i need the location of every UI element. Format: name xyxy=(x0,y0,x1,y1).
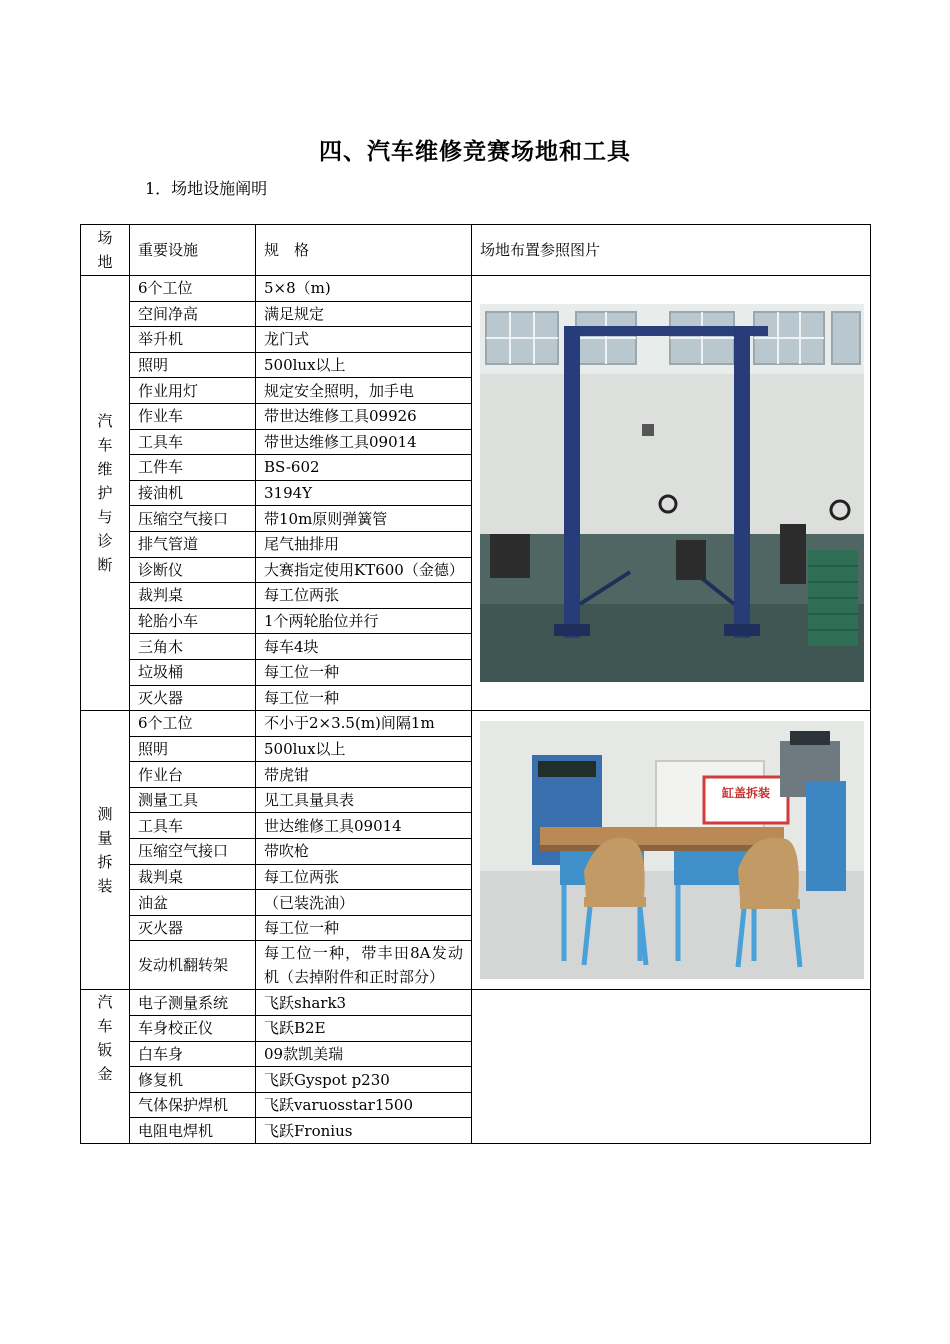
table-row xyxy=(81,990,871,1016)
facility-cell: 接油机 xyxy=(130,480,256,506)
facility-cell: 轮胎小车 xyxy=(130,608,256,634)
spec-cell: 飞跃Fronius xyxy=(256,1118,472,1144)
spec-cell: 带10m原则弹簧管 xyxy=(256,506,472,532)
spec-cell: 飞跃shark3 xyxy=(256,990,472,1016)
facility-cell: 裁判桌 xyxy=(130,583,256,609)
facility-cell: 排气管道 xyxy=(130,531,256,557)
spec-cell: 每工位两张 xyxy=(256,864,472,890)
facility-cell: 诊断仪 xyxy=(130,557,256,583)
facility-cell: 气体保护焊机 xyxy=(130,1092,256,1118)
spec-cell: 带吹枪 xyxy=(256,839,472,865)
spec-cell: 500lux以上 xyxy=(256,736,472,762)
facility-cell: 灭火器 xyxy=(130,915,256,941)
section-heading: 1．场地设施阐明 xyxy=(145,179,268,198)
facility-cell: 空间净高 xyxy=(130,301,256,327)
facility-cell: 车身校正仪 xyxy=(130,1016,256,1042)
facility-cell: 6个工位 xyxy=(130,276,256,302)
facility-cell: 作业台 xyxy=(130,762,256,788)
facility-cell: 作业车 xyxy=(130,403,256,429)
spec-cell: 每工位一种，带丰田8A发动机（去掉附件和正时部分） xyxy=(256,941,472,990)
facility-cell: 工件车 xyxy=(130,455,256,481)
facility-cell: 电阻电焊机 xyxy=(130,1118,256,1144)
facility-cell: 照明 xyxy=(130,352,256,378)
spec-cell: 龙门式 xyxy=(256,327,472,353)
photo-sign-text: 缸盖拆装 xyxy=(721,786,771,801)
facility-cell: 工具车 xyxy=(130,429,256,455)
facility-cell: 油盆 xyxy=(130,890,256,916)
spec-cell: 规定安全照明，加手电 xyxy=(256,378,472,404)
area-measure-disassembly: 测 量 拆 装 xyxy=(81,711,130,990)
engine-bench-photo xyxy=(480,721,864,979)
facility-cell: 作业用灯 xyxy=(130,378,256,404)
facility-cell: 灭火器 xyxy=(130,685,256,711)
facility-cell: 垃圾桶 xyxy=(130,659,256,685)
spec-cell: 5×8（m) xyxy=(256,276,472,302)
spec-cell: 不小于2×3.5(m)间隔1m xyxy=(256,711,472,737)
facility-cell: 照明 xyxy=(130,736,256,762)
facility-cell: 举升机 xyxy=(130,327,256,353)
spec-cell: 飞跃B2E xyxy=(256,1016,472,1042)
page-title: 四、汽车维修竞赛场地和工具 xyxy=(319,139,631,165)
facility-cell: 白车身 xyxy=(130,1041,256,1067)
facility-cell: 6个工位 xyxy=(130,711,256,737)
spec-cell: 1个两轮胎位并行 xyxy=(256,608,472,634)
spec-cell: 飞跃Gyspot p230 xyxy=(256,1067,472,1093)
photo-cell-engine xyxy=(472,711,871,990)
header-facility: 重要设施 xyxy=(130,225,256,276)
spec-cell: 每工位两张 xyxy=(256,583,472,609)
spec-cell: 带世达维修工具09926 xyxy=(256,403,472,429)
photo-cell-lift xyxy=(472,276,871,711)
spec-cell: 3194Y xyxy=(256,480,472,506)
facility-cell: 发动机翻转架 xyxy=(130,941,256,990)
spec-cell: 每工位一种 xyxy=(256,685,472,711)
spec-cell: 每工位一种 xyxy=(256,659,472,685)
table-row xyxy=(81,276,871,302)
spec-cell: 满足规定 xyxy=(256,301,472,327)
facility-cell: 压缩空气接口 xyxy=(130,839,256,865)
area-sheet-metal: 汽 车 钣 金 xyxy=(81,990,130,1144)
table-row xyxy=(81,711,871,737)
facility-cell: 裁判桌 xyxy=(130,864,256,890)
spec-cell: 每工位一种 xyxy=(256,915,472,941)
spec-cell: 见工具量具表 xyxy=(256,787,472,813)
spec-cell: （已装洗油） xyxy=(256,890,472,916)
spec-cell: 世达维修工具09014 xyxy=(256,813,472,839)
photo-cell-empty xyxy=(472,990,871,1144)
area-maintenance: 汽 车 维 护 与 诊 断 xyxy=(81,276,130,711)
facility-cell: 工具车 xyxy=(130,813,256,839)
header-area: 场 地 xyxy=(81,225,130,276)
facility-cell: 压缩空气接口 xyxy=(130,506,256,532)
spec-cell: 带虎钳 xyxy=(256,762,472,788)
spec-cell: 尾气抽排用 xyxy=(256,531,472,557)
facility-cell: 测量工具 xyxy=(130,787,256,813)
spec-cell: 500lux以上 xyxy=(256,352,472,378)
spec-cell: 09款凯美瑞 xyxy=(256,1041,472,1067)
facility-cell: 电子测量系统 xyxy=(130,990,256,1016)
facility-cell: 三角木 xyxy=(130,634,256,660)
spec-cell: 大赛指定使用KT600（金德） xyxy=(256,557,472,583)
spec-cell: 带世达维修工具09014 xyxy=(256,429,472,455)
spec-cell: 飞跃varuosstar1500 xyxy=(256,1092,472,1118)
lift-workshop-photo xyxy=(480,304,864,682)
spec-cell: BS-602 xyxy=(256,455,472,481)
facility-cell: 修复机 xyxy=(130,1067,256,1093)
facility-table xyxy=(80,224,871,1144)
spec-cell: 每车4块 xyxy=(256,634,472,660)
header-spec: 规 格 xyxy=(256,225,472,276)
header-photo: 场地布置参照图片 xyxy=(472,225,871,276)
table-header-row xyxy=(81,225,871,276)
